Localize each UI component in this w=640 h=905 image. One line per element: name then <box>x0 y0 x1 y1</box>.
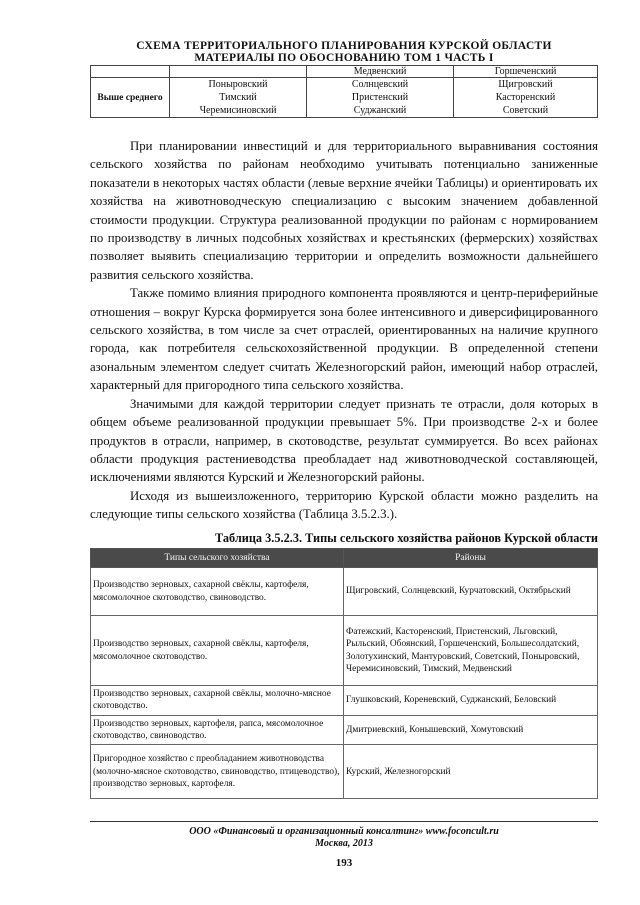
header-subtitle: МАТЕРИАЛЫ ПО ОБОСНОВАНИЮ ТОМ 1 ЧАСТЬ I <box>194 52 494 64</box>
footer-company: ООО «Финансовый и организационный консалтинг» www.foconcult.ru <box>189 826 499 837</box>
column-header: Типы сельского хозяйства <box>91 549 344 568</box>
district-rating-table-fragment <box>90 65 598 118</box>
table-row <box>91 616 598 686</box>
district-name: Касторенский <box>495 92 556 103</box>
paragraph: Исходя из вышеизложенного, территорию Курской области можно разделить на следующие типы сельского хозяйства (Таблица 3.5.2.3.). <box>90 488 598 522</box>
table-header-row <box>91 549 598 568</box>
table-cell <box>170 78 307 118</box>
table-cell: Горшеченский <box>454 66 598 78</box>
district-name: Советский <box>502 105 549 116</box>
table-row <box>91 568 598 616</box>
page-number: 193 <box>335 857 353 869</box>
type-cell: Производство зерновых, сахарной свёклы, молочно-мясное скотоводство. <box>91 686 344 716</box>
paragraph: Значимыми для каждой территории следует признать те отрасли, доля которых в общем объеме реализованной продукции превышает 5%. При производстве 2-х и более продуктов в отрасли, например, в скотоводстве, результат суммируется. Во всех районах области продукция растениеводства преобладает над животноводческой составляющей, исключениями являются Курский и Железногорский районы. <box>90 396 598 485</box>
district-name: Солнцевский <box>351 79 409 90</box>
document-footer <box>90 826 598 850</box>
empty-cell <box>170 66 307 78</box>
table-row <box>91 745 598 799</box>
district-name: Черемисиновский <box>199 105 277 116</box>
district-name: Поныровский <box>208 79 268 90</box>
paragraph: Также помимо влияния природного компонента проявляются и центр-периферийные отношения – вокруг Курска формируется зона более интенсивного и диверсифицированного сельского хозяйства, в том числе за счет отраслей, ориентированных на наличие крупного города, как потребителя сельскохозяйственной продукции. В определенной степени азональным элементом следует считать Железногорский район, имеющий набор отраслей, характерный для пригородного типа сельского хозяйства. <box>90 286 598 393</box>
column-header: Районы <box>344 549 598 568</box>
districts-cell: Фатежский, Касторенский, Пристенский, Льговский, Рыльский, Обоянский, Горшеченский, Большесолдатский, Золотухинский, Мантуровский, Советский, Поныровский, Черемисиновский, Тимский, Медвенский <box>344 616 598 686</box>
footer-divider <box>90 821 598 822</box>
district-name: Тимский <box>219 92 257 103</box>
district-name: Щигровский <box>498 79 553 90</box>
table-row <box>91 715 598 745</box>
agriculture-types-table <box>90 548 598 799</box>
table-cell <box>307 78 454 118</box>
empty-cell <box>91 66 170 78</box>
districts-cell: Щигровский, Солнцевский, Курчатовский, Октябрьский <box>344 568 598 616</box>
table-row <box>91 686 598 716</box>
table-cell <box>454 78 598 118</box>
districts-cell: Курский, Железногорский <box>344 745 598 799</box>
body-text <box>90 137 598 524</box>
header-title: СХЕМА ТЕРРИТОРИАЛЬНОГО ПЛАНИРОВАНИЯ КУРСКОЙ ОБЛАСТИ <box>136 40 552 52</box>
district-name: Суджанский <box>353 105 407 116</box>
type-cell: Производство зерновых, картофеля, рапса, мясомолочное скотоводство, свиноводство. <box>91 715 344 745</box>
row-label: Выше среднего <box>91 78 170 118</box>
paragraph: При планировании инвестиций и для территориального выравнивания состояния сельского хозяйства по районам необходимо учитывать потенциально заниженные показатели в некоторых частях области (левые верхние ячейки Таблицы) и ориентировать их хозяйства на животноводческую специализацию с высоким значением добавленной стоимости продукции. Структура реализованной продукции по районам с нормированием по производству в личных подсобных хозяйствах и крестьянских (фермерских) хозяйствах позволяет выявить специализацию территории и определить возможности дальнейшего развития сельского хозяйства. <box>90 139 598 282</box>
districts-cell: Дмитриевский, Конышевский, Хомутовский <box>344 715 598 745</box>
type-cell: Пригородное хозяйство с преобладанием животноводства (молочно-мясное скотоводство, свиноводство, птицеводство), производство зерновых, картофеля. <box>91 745 344 799</box>
table-caption: Таблица 3.5.2.3. Типы сельского хозяйства районов Курской области <box>214 531 598 545</box>
document-header <box>90 40 598 64</box>
footer-city-year: Москва, 2013 <box>315 838 373 849</box>
district-name: Пристенский <box>351 92 409 103</box>
type-cell: Производство зерновых, сахарной свёклы, картофеля, мясомолочное скотоводство. <box>91 616 344 686</box>
districts-cell: Глушковский, Кореневский, Суджанский, Беловский <box>344 686 598 716</box>
table-cell: Медвенский <box>307 66 454 78</box>
type-cell: Производство зерновых, сахарной свёклы, картофеля, мясомолочное скотоводство, свиноводство. <box>91 568 344 616</box>
